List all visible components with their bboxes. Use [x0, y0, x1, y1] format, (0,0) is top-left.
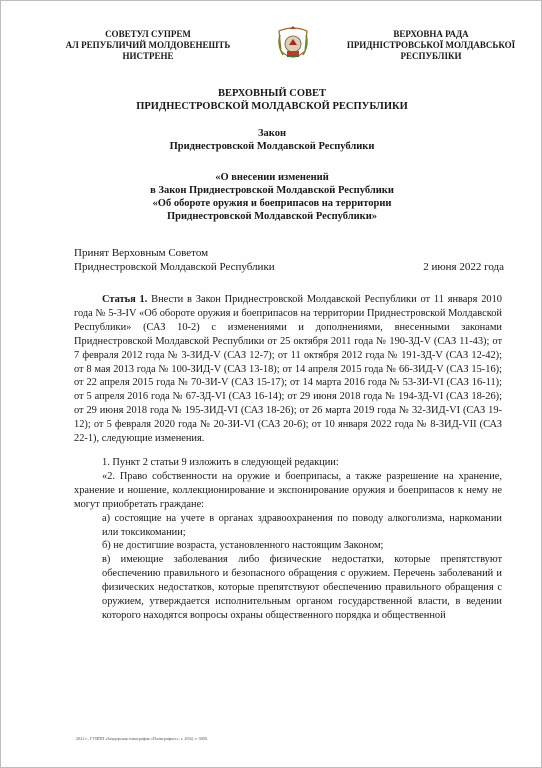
header-right-ukrainian: [331, 29, 531, 62]
council-line: ВЕРХОВНЫЙ СОВЕТ: [217, 88, 327, 99]
law-title: [1, 127, 542, 153]
header-left-line: СОВЕТУЛ СУПРЕМ: [105, 29, 191, 39]
state-emblem-icon: [275, 25, 311, 65]
adoption-date: 2 июня 2022 года: [423, 261, 504, 273]
law-title-line: Приднестровской Молдавской Республики: [169, 141, 375, 152]
law-subject: [1, 171, 542, 223]
article-label: Статья 1.: [102, 294, 148, 305]
law-body: [74, 293, 502, 623]
header-left-moldovan: [63, 29, 233, 62]
printer-footnote: 2021 г., ГУИПП «Бендерская типография «Полиграфист», з. 2034, т. 3000.: [76, 736, 208, 741]
header-left-line: НИСТРЕНЕ: [122, 51, 174, 61]
article-1-paragraph: [74, 293, 502, 446]
amendment-item: 1. Пункт 2 статьи 9 изложить в следующей редакции:: [102, 456, 339, 468]
header-right-line: ПРИДНІСТРОВСЬКОЇ МОЛДАВСЬКОЇ: [346, 40, 516, 50]
amendment-subitem: б) не достигшие возраста, установленного настоящим Законом;: [102, 540, 384, 552]
council-heading: [1, 87, 542, 113]
header-right-line: ВЕРХОВНА РАДА: [393, 29, 469, 39]
council-line: ПРИДНЕСТРОВСКОЙ МОЛДАВСКОЙ РЕСПУБЛИКИ: [136, 101, 408, 112]
amendment-subitem: в) имеющие заболевания либо физические недостатки, которые препятствуют обеспечению правильного и безопасного обращения с оружием. Перечень заболеваний и физических недостатков, которые препятствуют обеспечению правильного обращения с оружием, утверждается исполнительным органом государственной власти, в ведении которого находятся вопросы охраны общественного порядка и общественной: [102, 554, 502, 621]
header-left-line: АЛ РЕПУБЛИЧИЙ МОЛДОВЕНЕШТЬ: [65, 40, 231, 50]
adopted-by-line: Приднестровской Молдавской Республики: [74, 261, 275, 273]
article-text: Внести в Закон Приднестровской Молдавской Республики от 11 января 2010 года № 5-З-IV «Об обороте оружия и боеприпасов на территории Приднестровской Молдавской Республики» (САЗ 10-2) с изменениями и дополнениями, внесенными законами Приднестровской Молдавской Республики от 25 октября 2011 года № 190-ЗД-V (САЗ 11-43); от 7 февраля 2012 года № 3-ЗИД-V (САЗ 12-7); от 11 октября 2012 года № 191-ЗД-V (САЗ 12-42); от 8 мая 2013 года № 100-ЗИД-V (САЗ 13-18); от 14 апреля 2015 года № 66-ЗИД-V (САЗ 15-16); от 22 апреля 2015 года № 70-ЗИ-V (САЗ 15-17); от 14 марта 2016 года № 53-ЗИ-VI (САЗ 16-11); от 5 апреля 2016 года № 67-ЗД-VI (САЗ 16-14); от 29 июня 2018 года № 194-ЗД-VI (САЗ 18-26); от 29 июня 2018 года № 195-ЗИД-VI (САЗ 18-26); от 26 марта 2019 года № 32-ЗИД-VI (САЗ 19-12); от 5 февраля 2020 года № 20-ЗИ-VI (САЗ 20-6); от 10 января 2022 года № 8-ЗИД-VII (САЗ 22-1), следующие изменения.: [74, 294, 502, 445]
adopted-by-line: Принят Верховным Советом: [74, 247, 209, 259]
subject-line: «О внесении изменений: [215, 172, 329, 183]
amendment-subitem: а) состоящие на учете в органах здравоохранения по поводу алкоголизма, наркомании или токсикомании;: [102, 512, 502, 538]
header-right-line: РЕСПУБЛІКИ: [400, 51, 462, 61]
law-title-line: Закон: [257, 128, 286, 139]
subject-line: Приднестровской Молдавской Республики»: [166, 211, 378, 222]
subject-line: в Закон Приднестровской Молдавской Республики: [150, 185, 394, 196]
subject-line: «Об обороте оружия и боеприпасов на территории: [152, 198, 392, 209]
adoption-info: [74, 246, 504, 274]
amendment-item: «2. Право собственности на оружие и боеприпасы, а также разрешение на хранение, хранение и ношение, коллекционирование и экспонирование оружия и боеприпасов к нему не могут приобретать граждане:: [74, 470, 502, 510]
